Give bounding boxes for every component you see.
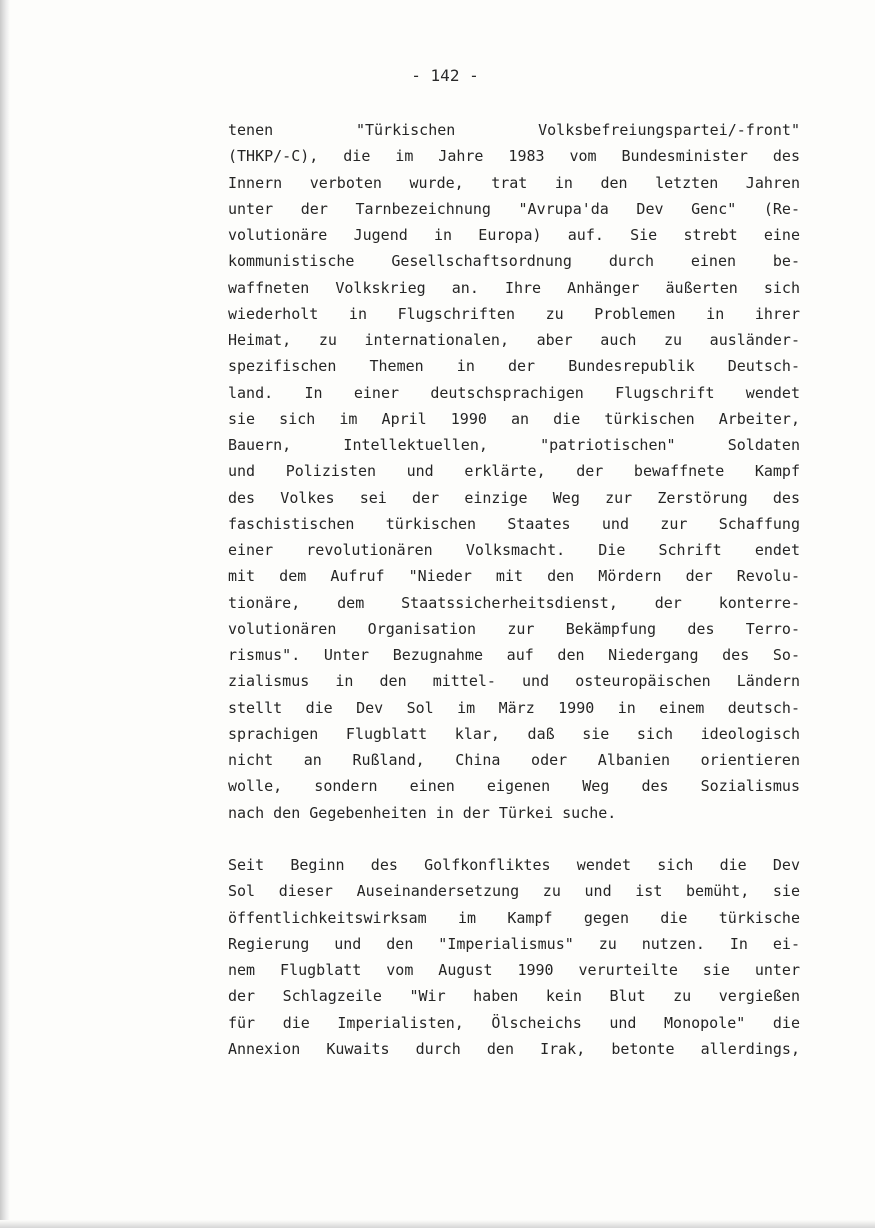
text-line: tionäre, dem Staatssicherheitsdienst, der konterre- <box>228 593 800 612</box>
text-line: des Volkes sei der einzige Weg zur Zerstörung des <box>228 488 800 507</box>
scan-bottom-shadow <box>0 1220 875 1228</box>
text-line: unter der Tarnbezeichnung "Avrupa'da Dev Genc" (Re- <box>228 199 800 218</box>
paragraph-2 <box>228 852 800 1062</box>
text-line: rismus". Unter Bezugnahme auf den Niedergang des So- <box>228 646 800 664</box>
text-line: der Schlagzeile "Wir haben kein Blut zu vergießen <box>228 987 800 1006</box>
text-line: mit dem Aufruf "Nieder mit den Mördern der Revolu- <box>228 567 800 586</box>
page-number: - 142 - <box>411 66 479 85</box>
text-line: Innern verboten wurde, trat in den letzten Jahren <box>228 173 800 192</box>
text-line: volutionäre Jugend in Europa) auf. Sie strebt eine <box>228 226 800 244</box>
text-line: Seit Beginn des Golfkonfliktes wendet sich die Dev <box>228 856 800 874</box>
text-line: für die Imperialisten, Ölscheichs und Monopole" die <box>228 1013 800 1032</box>
text-line: faschistischen türkischen Staates und zur Schaffung <box>228 514 800 533</box>
text-line: (THKP/-C), die im Jahre 1983 vom Bundesminister des <box>228 147 800 166</box>
text-line: öffentlichkeitswirksam im Kampf gegen die türkische <box>228 908 800 927</box>
text-line: volutionären Organisation zur Bekämpfung des Terro- <box>228 619 800 638</box>
text-line: Regierung und den "Imperialismus" zu nutzen. In ei- <box>228 934 800 953</box>
text-line: stellt die Dev Sol im März 1990 in einem deutsch- <box>228 698 800 717</box>
text-line: kommunistische Gesellschaftsordnung durch einen be- <box>228 252 800 271</box>
scan-edge-shadow <box>0 0 10 1228</box>
text-line: und Polizisten und erklärte, der bewaffnete Kampf <box>228 462 800 481</box>
text-line: nicht an Rußland, China oder Albanien orientieren <box>228 751 800 769</box>
text-line: land. In einer deutschsprachigen Flugschrift wendet <box>228 383 800 402</box>
text-line: einer revolutionären Volksmacht. Die Schrift endet <box>228 541 800 559</box>
text-line: Heimat, zu internationalen, aber auch zu ausländer- <box>228 331 800 349</box>
text-line: Annexion Kuwaits durch den Irak, betonte allerdings, <box>228 1039 800 1058</box>
text-line: spezifischen Themen in der Bundesrepublik Deutsch- <box>228 357 800 376</box>
text-line: wiederholt in Flugschriften zu Problemen in ihrer <box>228 304 800 323</box>
text-line: sie sich im April 1990 an die türkischen Arbeiter, <box>228 409 800 428</box>
paragraph-1 <box>228 117 800 826</box>
text-line: sprachigen Flugblatt klar, daß sie sich ideologisch <box>228 724 800 743</box>
text-line: nem Flugblatt vom August 1990 verurteilte sie unter <box>228 961 800 979</box>
text-line: waffneten Volkskrieg an. Ihre Anhänger äußerten sich <box>228 278 800 297</box>
text-line: tenen "Türkischen Volksbefreiungspartei/-front" <box>228 121 800 139</box>
text-line: zialismus in den mittel- und osteuropäischen Ländern <box>228 672 800 691</box>
text-line: Sol dieser Auseinandersetzung zu und ist bemüht, sie <box>228 882 800 901</box>
text-line: Bauern, Intellektuellen, "patriotischen" Soldaten <box>228 436 800 454</box>
text-line: nach den Gegebenheiten in der Türkei suche. <box>228 803 617 822</box>
text-line: wolle, sondern einen eigenen Weg des Sozialismus <box>228 777 800 796</box>
